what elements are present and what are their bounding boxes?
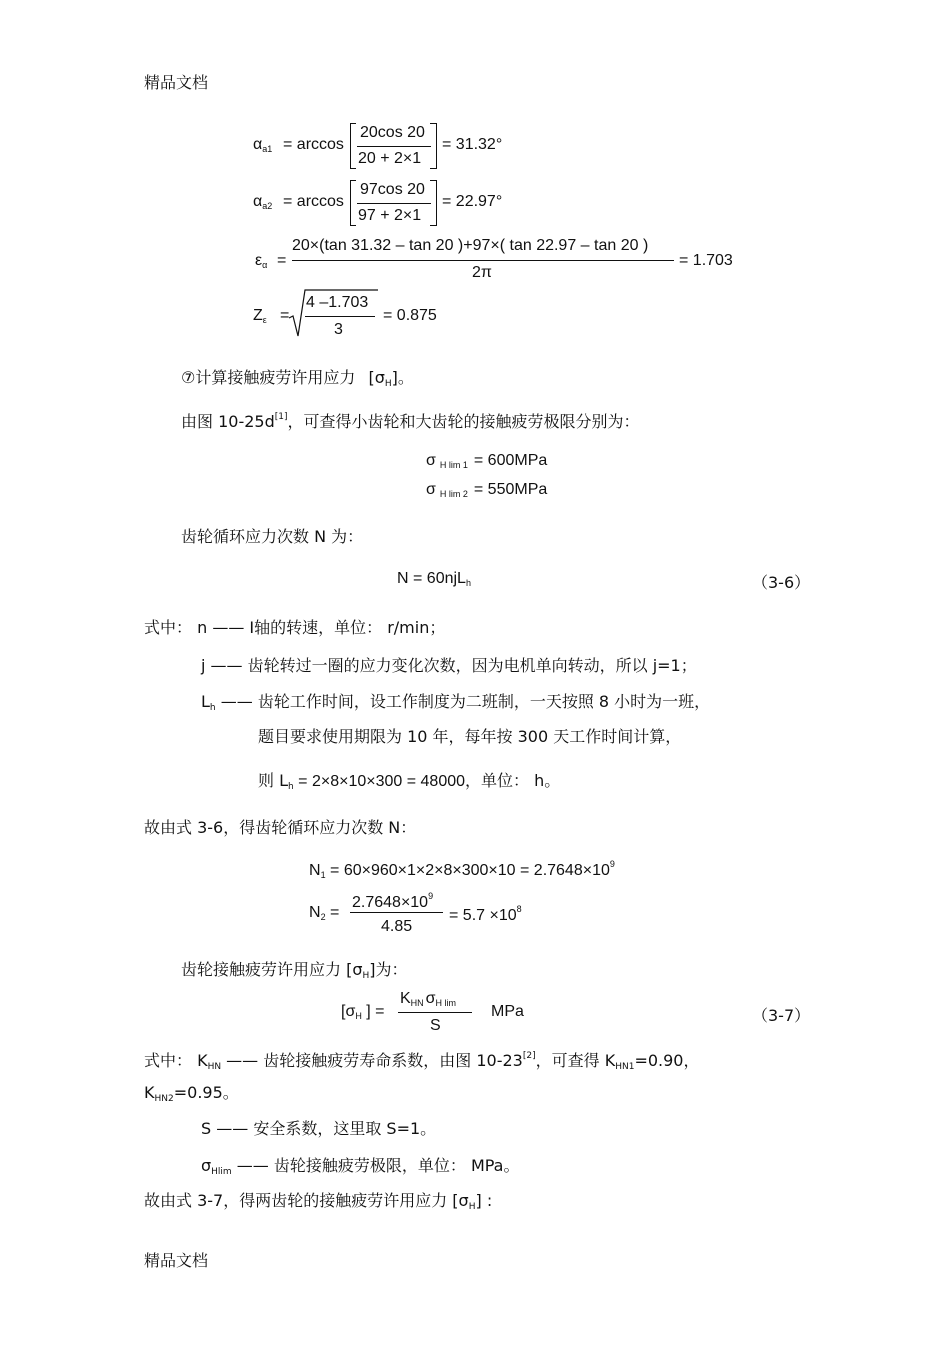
n2-result-val: = 5.7 ×10 [449, 907, 517, 924]
sigma-subscript: Hlim [211, 1167, 232, 1177]
sigma-value: = 600MPa [473, 452, 548, 469]
fraction-numerator: 20cos 20 [360, 124, 425, 141]
fraction-bar [357, 203, 431, 204]
fraction-denominator: 4.85 [381, 918, 413, 935]
bracket-left-bottom [350, 168, 356, 169]
lh-calculation [258, 768, 560, 792]
from-3-7-pre: 故由式 3-7，得两齿轮的接触疲劳许用应力 [σ [144, 1191, 469, 1210]
n2-num: 2.7648×10 [352, 894, 429, 911]
n2-subscript: 2 [320, 912, 326, 922]
lh-symbol: L [201, 692, 210, 711]
lh-calc-subscript: h [288, 782, 294, 792]
khn2-value: =0.95。 [173, 1083, 239, 1102]
sigma-subscript: H lim 2 [439, 489, 468, 499]
where-lh-line-2: 题目要求使用期限为 10 年，每年按 300 天工作时间计算， [258, 727, 682, 746]
result: = 1.703 [679, 252, 733, 269]
fraction-denominator: 2π [472, 264, 492, 281]
sigma-hlim-text: —— 齿轮接触疲劳极限，单位： MPa。 [231, 1156, 520, 1175]
fraction-denominator: 97 + 2×1 [358, 207, 422, 224]
n2-equals: = [325, 904, 340, 921]
result: = 0.875 [383, 307, 437, 324]
lh-calc-pre: 则 L [258, 771, 289, 790]
fraction-bar [292, 260, 674, 261]
figure-reference-line [181, 409, 640, 432]
n1-lhs: N [309, 862, 321, 879]
khn2-sub: HN2 [154, 1094, 174, 1104]
fraction-denominator: 3 [334, 321, 343, 338]
fraction-bar [305, 316, 375, 317]
khn1-value: =0.90， [634, 1051, 700, 1070]
bracket-right-bottom [430, 168, 436, 169]
khn-pre: 式中： K [144, 1051, 208, 1070]
n2-result [449, 904, 522, 925]
cycles-intro: 齿轮循环应力次数 N 为： [181, 527, 364, 546]
n2-num-exp: 9 [428, 891, 434, 901]
result: = 22.97° [442, 193, 503, 210]
arccos-label: = arccos [283, 136, 344, 153]
fraction-numerator: 4 –1.703 [306, 294, 369, 311]
bracket-left-bottom [350, 225, 356, 226]
k-subscript: HN [410, 998, 424, 1008]
lh-calc-eq: = 2×8×10×300 = 48000 [293, 773, 466, 790]
figure-reference-text: 由图 10-25d [181, 412, 275, 431]
sigma-subscript: H [384, 379, 392, 389]
alpha-symbol: α [253, 136, 263, 153]
fraction-bar [357, 146, 431, 147]
page-footer: 精品文档 [144, 1251, 209, 1270]
bracket-left [350, 180, 351, 226]
bracket-right-top [430, 123, 436, 124]
lh-text: —— 齿轮工作时间，设工作制度为二班制，一天按照 8 小时为一班， [215, 692, 711, 711]
z-symbol: Z [253, 307, 263, 324]
sigma-value: = 550MPa [473, 481, 548, 498]
arccos-label: = arccos [283, 193, 344, 210]
figure-reference-post: ，可查得小齿轮和大齿轮的接触疲劳极限分别为： [287, 412, 640, 431]
where-n-line: 式中： n —— Ⅰ轴的转速，单位： r/min； [144, 618, 446, 637]
bracket-right [436, 180, 437, 226]
khn2-pre: K [144, 1083, 155, 1102]
bracket-left-top [350, 180, 356, 181]
unit-mpa: MPa [491, 1003, 524, 1020]
result: = 31.32° [442, 136, 503, 153]
equation-n1 [309, 859, 615, 880]
from-3-7-post: ] : [475, 1191, 493, 1210]
where-khn2-line [144, 1080, 239, 1104]
khn-sub: HN [207, 1062, 222, 1072]
citation-sup: [1] [274, 412, 288, 422]
n1-subscript: 1 [320, 870, 326, 880]
from-3-7 [144, 1188, 492, 1212]
sigma-subscript: H lim [435, 998, 457, 1008]
sigma-hlim-1 [426, 452, 547, 470]
khn-post: ，可查得 K [535, 1051, 616, 1070]
fraction-numerator: 20×(tan 31.32 – tan 20 )+97×( tan 22.97 – tan 20 ) [292, 237, 649, 254]
bracket-left-top [350, 123, 356, 124]
bracket-right [436, 123, 437, 169]
n2-lhs: N [309, 904, 321, 921]
n1-rhs: = 60×960×1×2×8×300×10 = 2.7648×10 [325, 862, 610, 879]
fraction-bar [350, 912, 443, 913]
page-header: 精品文档 [144, 73, 209, 92]
bracket-right-bottom [430, 225, 436, 226]
allow-lhs-sub: H [355, 1011, 362, 1021]
fraction-denominator: S [430, 1017, 441, 1034]
equation-n-lhs: N = 60njL [397, 570, 466, 587]
fraction-numerator [352, 891, 433, 912]
fraction-bar [398, 1012, 472, 1013]
epsilon-symbol: ε [255, 252, 263, 269]
sigma-symbol: σ [425, 990, 436, 1007]
equals: = [280, 307, 290, 324]
allow-intro-pre: 齿轮接触疲劳许用应力 [σ [181, 960, 363, 979]
equation-n-subscript: h [465, 578, 471, 588]
allow-intro-post: ]为： [369, 960, 408, 979]
sigma-hlim-2 [426, 481, 547, 499]
where-sigma-hlim-line [201, 1153, 520, 1177]
k-symbol: K [400, 990, 411, 1007]
equation-n [397, 570, 471, 588]
epsilon-subscript: α [262, 260, 268, 270]
bracket-left [350, 123, 351, 169]
khn1-sub: HN1 [615, 1062, 635, 1072]
sigma-symbol: σ [426, 452, 436, 469]
alpha-subscript: a1 [262, 144, 273, 154]
sigma-symbol: σ [426, 481, 436, 498]
alpha-subscript: a2 [262, 201, 273, 211]
step-7-text: ⑦计算接触疲劳许用应力 [181, 368, 356, 387]
fraction-denominator: 20 + 2×1 [358, 150, 422, 167]
allow-intro-sub: H [362, 971, 370, 981]
sigma-subscript: H lim 1 [439, 460, 468, 470]
from-3-6: 故由式 3-6，得齿轮循环应力次数 N： [144, 818, 417, 837]
lh-calc-unit: ，单位： h。 [465, 771, 561, 790]
allowable-stress-intro [181, 957, 408, 981]
allow-lhs-end: ] = [361, 1003, 385, 1020]
where-j-line: j —— 齿轮转过一圈的应力变化次数，因为电机单向转动，所以 j=1； [201, 656, 697, 675]
sigma-symbol: σ [201, 1156, 212, 1175]
equation-tag-3-6: （3-6） [752, 573, 811, 592]
fraction-numerator [400, 990, 456, 1008]
allow-lhs: [σ [341, 1003, 356, 1020]
where-lh-line [201, 689, 710, 713]
sigma-bracket: [σ [368, 368, 385, 387]
where-s-line: S —— 安全系数，这里取 S=1。 [201, 1119, 437, 1138]
where-khn-line [144, 1048, 699, 1072]
alpha-symbol: α [253, 193, 263, 210]
n2-result-exp: 8 [516, 904, 522, 914]
lh-subscript: h [209, 703, 216, 713]
equation-tag-3-7: （3-7） [752, 1006, 811, 1025]
bracket-right-top [430, 180, 436, 181]
sigma-bracket-end: ]。 [391, 368, 414, 387]
equals: = [277, 252, 287, 269]
from-3-7-sub: H [468, 1202, 476, 1212]
citation-sup: [2] [522, 1051, 536, 1061]
step-7-heading [181, 365, 414, 389]
n1-exponent: 9 [609, 859, 615, 869]
z-subscript: ε [262, 315, 267, 325]
fraction-numerator: 97cos 20 [360, 181, 425, 198]
khn-mid: —— 齿轮接触疲劳寿命系数，由图 10-23 [221, 1051, 523, 1070]
